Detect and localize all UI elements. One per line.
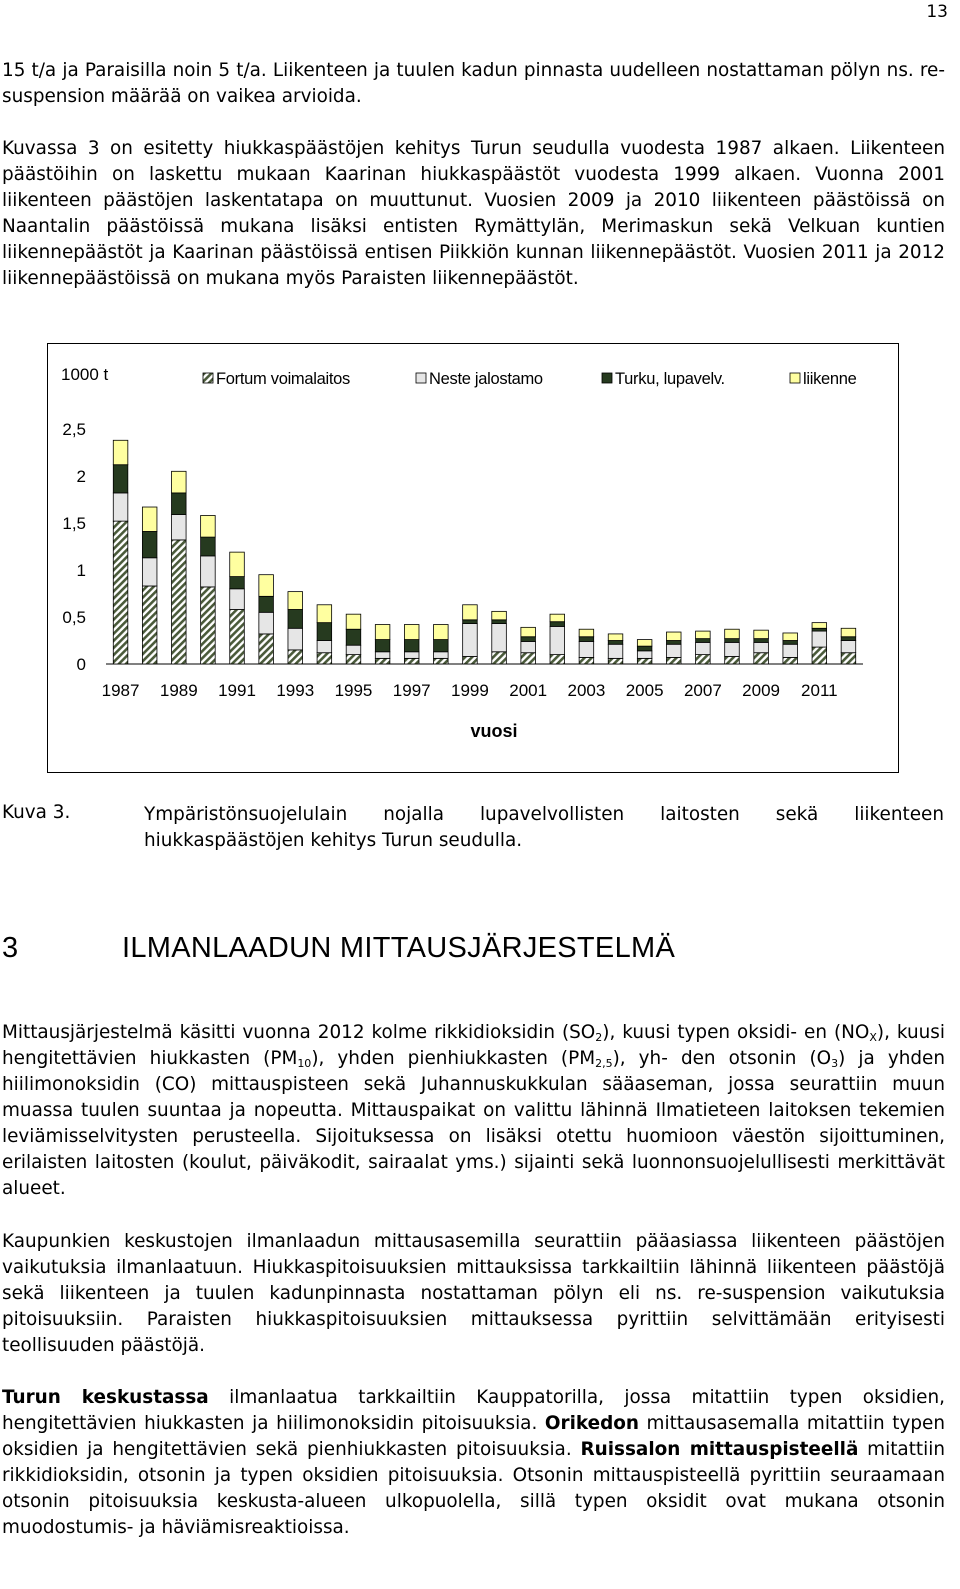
subscript: 10 <box>297 1057 312 1070</box>
bar-segment-fortum-voimalaitos <box>696 655 711 664</box>
legend-label: Fortum voimalaitos <box>216 370 350 388</box>
bar-segment-liikenne <box>725 629 740 638</box>
bar-segment-turku-lupavelv- <box>113 465 128 493</box>
legend-swatch <box>416 373 426 383</box>
legend-swatch <box>602 373 612 383</box>
bar-segment-turku-lupavelv- <box>404 640 419 652</box>
legend-swatch <box>203 373 213 383</box>
bar-segment-fortum-voimalaitos <box>375 658 390 664</box>
bar-segment-fortum-voimalaitos <box>812 647 827 664</box>
bar-segment-fortum-voimalaitos <box>463 656 478 664</box>
bar-segment-fortum-voimalaitos <box>841 653 856 664</box>
bar-segment-turku-lupavelv- <box>841 637 856 641</box>
section-title: ILMANLAADUN MITTAUSJÄRJESTELMÄ <box>122 932 676 964</box>
bar-segment-fortum-voimalaitos <box>317 653 332 664</box>
body-paragraph-2: Kaupunkien keskustojen ilmanlaadun mittausasemilla seurattiin pääasiassa liikenteen päästöjen vaikutuksia ilmanlaatuun. Hiukkaspitoisuuksien mittauksissa tarkkailtiin lähinnä liikenteen päästöjä sekä liikenteen ja tuulen kadunpinnasta nostattaman pölyn eli ns. re-suspension vaikutuksia pitoisuuksiin. Paraisten hiukkaspitoisuuksien mittauksessa pyrittiin selvittämään erityisesti teollisuuden päästöjä. <box>2 1231 945 1356</box>
bold-term: Turun keskustassa <box>2 1387 209 1408</box>
bar-segment-fortum-voimalaitos <box>783 657 798 664</box>
bar-segment-neste-jalostamo <box>230 589 245 610</box>
bar-segment-neste-jalostamo <box>550 626 565 654</box>
bar-segment-fortum-voimalaitos <box>608 658 623 664</box>
body-paragraph-1 <box>2 1020 945 1202</box>
bar-segment-liikenne <box>288 592 303 610</box>
bar-segment-fortum-voimalaitos <box>230 609 245 664</box>
bar-segment-liikenne <box>172 471 187 493</box>
x-tick-label: 1997 <box>392 681 431 700</box>
bar-segment-neste-jalostamo <box>492 624 507 652</box>
intro-paragraph-2: Kuvassa 3 on esitetty hiukkaspäästöjen kehitys Turun seudulla vuodesta 1987 alkaen. Liikenteen päästöihin on laskettu mukaan Kaarinan hiukkaspäästöt vuodesta 1999 alkaen. Vuonna 2001 liikenteen päästöjen laskentatapa on muuttunut. Vuosien 2009 ja 2010 liikenteen päästöissä on Naantalin päästöissä mukana lisäksi entisten Rymättylän, Merimaskun sekä Velkuan kuntien liikennepäästöt ja Kaarinan päästöissä entisen Piikkiön kunnan liikennepäästöt. Vuosien 2011 ja 2012 liikennepäästöissä on mukana myös Paraisten liikennepäästöt. <box>2 138 945 289</box>
bar-segment-neste-jalostamo <box>375 652 390 659</box>
legend-label: Neste jalostamo <box>429 370 543 388</box>
bar-segment-fortum-voimalaitos <box>637 658 652 664</box>
bar-segment-liikenne <box>783 633 798 641</box>
bar-segment-neste-jalostamo <box>113 493 128 521</box>
bar-segment-turku-lupavelv- <box>288 609 303 628</box>
bar-segment-fortum-voimalaitos <box>492 652 507 664</box>
bar-segment-liikenne <box>812 623 827 629</box>
bar-segment-fortum-voimalaitos <box>259 634 274 664</box>
bar-segment-turku-lupavelv- <box>783 641 798 645</box>
bar-segment-neste-jalostamo <box>346 645 361 654</box>
bar-segment-liikenne <box>201 515 216 537</box>
x-tick-label: 1991 <box>218 681 256 700</box>
bar-segment-fortum-voimalaitos <box>666 657 681 664</box>
bar-segment-liikenne <box>666 632 681 640</box>
bar-segment-neste-jalostamo <box>783 644 798 657</box>
bar-segment-neste-jalostamo <box>404 652 419 659</box>
bar-segment-turku-lupavelv- <box>346 629 361 645</box>
x-tick-label: 1995 <box>334 681 373 700</box>
y-tick-label: 2,5 <box>62 420 86 439</box>
bar-segment-turku-lupavelv- <box>259 596 274 612</box>
bar-segment-liikenne <box>754 630 769 638</box>
bar-segment-liikenne <box>463 605 478 620</box>
bar-segment-fortum-voimalaitos <box>172 540 187 664</box>
emissions-chart-svg <box>48 344 900 774</box>
bar-segment-neste-jalostamo <box>142 558 157 586</box>
bar-segment-neste-jalostamo <box>725 642 740 656</box>
text-run: ilmanlaatua tarkkailtiin Kauppatorilla, jossa mitattiin typen oksidien, hengitettävien hiukkasten ja hiilimonoksidin pitoisuuksia. <box>2 1387 946 1434</box>
y-axis-label: 1000 t <box>61 365 109 384</box>
bar-segment-turku-lupavelv- <box>492 620 507 624</box>
legend-label: liikenne <box>803 370 857 388</box>
legend-label: Turku, lupavelv. <box>615 370 725 388</box>
bar-segment-turku-lupavelv- <box>696 639 711 643</box>
bar-segment-turku-lupavelv- <box>666 641 681 645</box>
bar-segment-fortum-voimalaitos <box>521 653 536 664</box>
bar-segment-neste-jalostamo <box>201 556 216 587</box>
bar-segment-liikenne <box>579 629 594 637</box>
bar-segment-fortum-voimalaitos <box>550 655 565 664</box>
bar-segment-fortum-voimalaitos <box>725 656 740 664</box>
text-run: en (NO <box>804 1022 870 1043</box>
bar-segment-liikenne <box>375 625 390 640</box>
text-run: ), yhden pienhiukkasten (PM <box>311 1048 596 1069</box>
x-tick-label: 2011 <box>801 681 838 700</box>
bar-segment-liikenne <box>113 440 128 464</box>
x-tick-label: 2005 <box>625 681 664 700</box>
bar-segment-liikenne <box>521 627 536 636</box>
bar-segment-liikenne <box>142 507 157 531</box>
bar-segment-neste-jalostamo <box>288 628 303 650</box>
bar-segment-neste-jalostamo <box>463 624 478 657</box>
intro-paragraph-1: 15 t/a ja Paraisilla noin 5 t/a. Liikenteen ja tuulen kadun pinnasta uudelleen nostattaman pölyn ns. re-suspension määrää on vaikea arvioida. <box>2 60 945 107</box>
bar-segment-turku-lupavelv- <box>317 623 332 641</box>
bar-segment-turku-lupavelv- <box>434 640 449 652</box>
bar-segment-neste-jalostamo <box>317 641 332 653</box>
bar-segment-liikenne <box>696 631 711 639</box>
bar-segment-liikenne <box>608 634 623 641</box>
x-tick-label: 1993 <box>276 681 315 700</box>
text-run: ), kuusi hengitettävien hiukkasten (PM <box>2 1022 945 1069</box>
text-run: mitattiin rikkidioksidin, otsonin ja typen oksidien pitoisuuksia. Otsonin mittauspisteellä pyrittiin seuraamaan otsonin pitoisuuksia keskusta-alueen ulkopuolella, sillä typen oksidit ovat mukana otsonin muodostumis- ja häviämisreaktioissa. <box>2 1439 945 1538</box>
bar-segment-fortum-voimalaitos <box>579 657 594 664</box>
bar-segment-turku-lupavelv- <box>608 641 623 645</box>
figure-caption-line-2: hiukkaspäästöjen kehitys Turun seudulla. <box>144 830 523 851</box>
bar-segment-fortum-voimalaitos <box>142 586 157 664</box>
bar-segment-fortum-voimalaitos <box>288 650 303 664</box>
text-run: mittausasemalla mitattiin typen oksidien ja hengitettävien sekä pienhiukkasten pitoisuuksia. <box>2 1413 946 1460</box>
bar-segment-neste-jalostamo <box>812 631 827 647</box>
y-tick-label: 0,5 <box>62 608 86 627</box>
bar-segment-liikenne <box>550 614 565 622</box>
subscript: 2,5 <box>595 1057 613 1070</box>
x-axis-label: vuosi <box>470 721 518 741</box>
subscript: X <box>869 1031 877 1044</box>
bar-segment-neste-jalostamo <box>754 642 769 652</box>
bar-segment-liikenne <box>492 611 507 619</box>
bar-segment-turku-lupavelv- <box>521 637 536 642</box>
bar-segment-fortum-voimalaitos <box>201 587 216 664</box>
text-run: Mittausjärjestelmä käsitti vuonna 2012 kolme rikkidioksidin (SO <box>2 1022 596 1043</box>
subscript: 3 <box>831 1057 839 1070</box>
x-tick-label: 2003 <box>567 681 606 700</box>
text-run: ) ja yhden hiilimonoksidin (CO) mittauspisteen sekä Juhannuskukkulan sääaseman, jossa seurattiin muun muassa tuulen suuntaa ja nopeutta. Mittauspaikat on valittu lähinnä Ilmatieteen laitoksen tekemien leviämisselvitysten perusteella. Sijoituksessa on lisäksi otettu huomioon väestön sijoittuminen, erilaisten laitosten (koulut, päiväkodit, sairaalat yms.) sijainti sekä luonnonsuojelullisesti merkittävät alueet. <box>2 1048 946 1199</box>
figure-caption-line-1: Ympäristönsuojelulain nojalla lupavelvollisten laitosten sekä liikenteen <box>144 804 944 825</box>
y-tick-label: 1,5 <box>62 514 86 533</box>
x-tick-label: 1987 <box>101 681 140 700</box>
bar-segment-fortum-voimalaitos <box>434 658 449 664</box>
text-run: den otsonin (O <box>680 1048 832 1069</box>
bar-segment-liikenne <box>346 614 361 629</box>
y-tick-label: 0 <box>76 655 86 674</box>
bar-segment-liikenne <box>259 575 274 597</box>
bar-segment-neste-jalostamo <box>637 651 652 659</box>
x-tick-label: 1999 <box>451 681 489 700</box>
bar-segment-liikenne <box>434 625 449 640</box>
body-paragraph-3 <box>2 1385 945 1541</box>
y-tick-label: 2 <box>76 467 86 486</box>
bar-segment-fortum-voimalaitos <box>404 658 419 664</box>
bar-segment-fortum-voimalaitos <box>346 655 361 664</box>
bar-segment-turku-lupavelv- <box>579 637 594 642</box>
text-run: ), kuusi typen oksidi- <box>602 1022 798 1043</box>
bar-segment-turku-lupavelv- <box>201 537 216 556</box>
bar-segment-neste-jalostamo <box>259 612 274 634</box>
emissions-chart <box>47 343 899 773</box>
bar-segment-turku-lupavelv- <box>754 639 769 643</box>
bar-segment-liikenne <box>317 605 332 623</box>
page-number: 13 <box>926 2 948 22</box>
x-tick-label: 2007 <box>683 681 722 700</box>
text-run: ), yh- <box>612 1048 668 1069</box>
bar-segment-turku-lupavelv- <box>463 620 478 624</box>
bar-segment-neste-jalostamo <box>434 652 449 659</box>
bar-segment-liikenne <box>637 640 652 647</box>
bar-segment-turku-lupavelv- <box>637 646 652 651</box>
bar-segment-turku-lupavelv- <box>375 640 390 652</box>
bar-segment-neste-jalostamo <box>608 644 623 658</box>
bar-segment-neste-jalostamo <box>521 641 536 652</box>
bar-segment-turku-lupavelv- <box>142 531 157 557</box>
bar-segment-neste-jalostamo <box>666 644 681 657</box>
bar-segment-liikenne <box>841 628 856 636</box>
bar-segment-turku-lupavelv- <box>812 628 827 631</box>
subscript: 2 <box>595 1031 603 1044</box>
bar-segment-fortum-voimalaitos <box>754 653 769 664</box>
bar-segment-liikenne <box>404 625 419 640</box>
bar-segment-liikenne <box>230 552 245 576</box>
bar-segment-neste-jalostamo <box>172 515 187 540</box>
section-heading <box>2 932 675 965</box>
section-number: 3 <box>2 932 19 964</box>
x-tick-label: 2009 <box>742 681 781 700</box>
bar-segment-turku-lupavelv- <box>550 622 565 627</box>
bold-term: Orikedon <box>544 1413 639 1434</box>
y-tick-label: 1 <box>76 561 86 580</box>
bar-segment-fortum-voimalaitos <box>113 521 128 664</box>
bar-segment-neste-jalostamo <box>696 642 711 654</box>
figure-caption-label: Kuva 3. <box>2 802 71 823</box>
bar-segment-neste-jalostamo <box>579 641 594 657</box>
bar-segment-turku-lupavelv- <box>172 493 187 515</box>
bold-term: Ruissalon mittauspisteellä <box>580 1439 859 1460</box>
bar-segment-turku-lupavelv- <box>230 577 245 589</box>
bar-segment-turku-lupavelv- <box>725 639 740 643</box>
x-tick-label: 1989 <box>159 681 198 700</box>
figure-caption <box>144 802 944 854</box>
x-tick-label: 2001 <box>509 681 548 700</box>
bar-segment-neste-jalostamo <box>841 641 856 653</box>
legend-swatch <box>790 373 800 383</box>
